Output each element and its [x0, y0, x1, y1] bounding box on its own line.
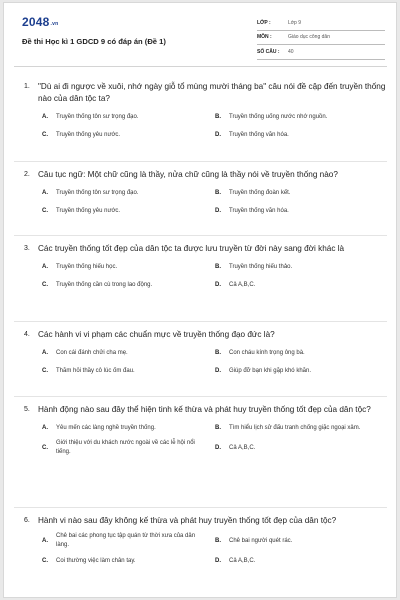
option-a[interactable]	[42, 110, 215, 124]
option-d[interactable]	[215, 364, 388, 378]
question-text-row	[24, 243, 386, 255]
option-text: Cả A,B,C.	[229, 281, 256, 288]
question-divider	[14, 161, 387, 162]
option-letter: D.	[215, 207, 221, 214]
question-divider	[14, 396, 387, 397]
option-b[interactable]	[215, 532, 388, 550]
exam-sheet	[3, 2, 397, 598]
option-a[interactable]	[42, 186, 215, 200]
option-text: Truyền thống đoàn kết.	[229, 189, 291, 196]
option-letter: B.	[215, 537, 221, 544]
option-letter: A.	[42, 537, 48, 544]
option-text: Cả A,B,C.	[229, 557, 256, 564]
option-c[interactable]	[42, 364, 215, 378]
option-letter: B.	[215, 263, 221, 270]
option-c[interactable]	[42, 439, 215, 457]
option-text: Truyền thống tôn sư trọng đạo.	[56, 189, 139, 196]
option-text: Truyền thống yêu nước.	[56, 131, 121, 138]
question-6	[24, 515, 386, 568]
option-c[interactable]	[42, 278, 215, 292]
option-letter: A.	[42, 424, 48, 431]
option-c[interactable]	[42, 128, 215, 142]
option-text: Truyền thống hiếu học.	[56, 263, 118, 270]
option-d[interactable]	[215, 439, 388, 457]
option-letter: B.	[215, 189, 221, 196]
question-text: Các hành vi vi phạm các chuẩn mực về truyền thống đạo đức là?	[38, 330, 275, 339]
option-letter: B.	[215, 349, 221, 356]
question-number: 4.	[24, 331, 30, 338]
option-letter: A.	[42, 113, 48, 120]
question-2	[24, 169, 386, 218]
option-letter: D.	[215, 281, 221, 288]
options	[42, 260, 386, 292]
question-text-row	[24, 169, 386, 181]
question-3	[24, 243, 386, 292]
option-text: Truyền thống văn hóa.	[229, 207, 289, 214]
option-text: Truyền thống hiếu thảo.	[229, 263, 293, 270]
option-letter: D.	[215, 131, 221, 138]
question-text-row	[24, 515, 386, 527]
option-letter: C.	[42, 207, 48, 214]
option-text: Tìm hiểu lịch sử đấu tranh chống giặc ngoại xâm.	[229, 424, 361, 431]
meta-value: 40	[288, 48, 294, 55]
option-letter: A.	[42, 189, 48, 196]
question-number: 6.	[24, 517, 30, 524]
option-letter: D.	[215, 444, 221, 451]
meta-row-count	[257, 45, 385, 60]
option-a[interactable]	[42, 421, 215, 435]
option-letter: B.	[215, 113, 221, 120]
option-d[interactable]	[215, 554, 388, 568]
question-number: 1.	[24, 83, 30, 90]
option-letter: D.	[215, 367, 221, 374]
question-number: 5.	[24, 406, 30, 413]
options	[42, 186, 386, 218]
option-text: Truyền thống uống nước nhớ nguồn.	[229, 113, 328, 120]
option-letter: B.	[215, 424, 221, 431]
option-letter: C.	[42, 557, 48, 564]
meta-key: SỐ CÂU :	[257, 48, 280, 55]
site-logo[interactable]	[22, 15, 58, 29]
option-text: Coi thường việc làm chân tay.	[56, 557, 136, 564]
option-c[interactable]	[42, 204, 215, 218]
logo-suffix: .vn	[50, 21, 59, 27]
question-5	[24, 404, 386, 457]
question-text-row	[24, 404, 386, 416]
option-c[interactable]	[42, 554, 215, 568]
option-text: Chê bai các phong tục tập quán từ thời xưa của dân làng.	[56, 533, 196, 548]
option-text: Con cháu kính trọng ông bà.	[229, 349, 305, 356]
question-divider	[14, 507, 387, 508]
question-text-row	[24, 81, 386, 105]
option-b[interactable]	[215, 421, 388, 435]
options	[42, 532, 386, 568]
option-text: Giúp đỡ bạn khi gặp khó khăn.	[229, 367, 311, 374]
exam-title: Đề thi Học kì 1 GDCD 9 có đáp án (Đề 1)	[22, 37, 166, 46]
option-letter: C.	[42, 367, 48, 374]
meta-value: Giáo dục công dân	[288, 34, 330, 41]
option-text: Cả A,B,C.	[229, 444, 256, 451]
option-text: Yêu mến các làng nghề truyền thống.	[56, 424, 156, 431]
option-b[interactable]	[215, 260, 388, 274]
meta-value: Lớp 9	[288, 19, 302, 26]
option-letter: A.	[42, 263, 48, 270]
option-text: Truyền thống văn hóa.	[229, 131, 289, 138]
question-number: 2.	[24, 171, 30, 178]
option-b[interactable]	[215, 186, 388, 200]
question-text: Hành động nào sau đây thể hiện tinh kế thừa và phát huy truyền thống tốt đẹp của dân tộc?	[38, 405, 371, 414]
option-text: Giới thiệu với du khách nước ngoài về các lễ hội nổi tiếng.	[56, 440, 195, 455]
option-text: Con cái đánh chửi cha mẹ.	[56, 349, 128, 356]
question-text-row	[24, 329, 386, 341]
option-b[interactable]	[215, 346, 388, 360]
option-d[interactable]	[215, 128, 388, 142]
options	[42, 421, 386, 457]
question-number: 3.	[24, 245, 30, 252]
meta-row-subject	[257, 31, 385, 46]
option-text: Truyền thống yêu nước.	[56, 207, 121, 214]
question-divider	[14, 235, 387, 236]
option-d[interactable]	[215, 204, 388, 218]
option-text: Thăm hỏi thầy cô lúc ốm đau.	[56, 367, 135, 374]
logo-text: 2048	[22, 15, 50, 29]
question-1	[24, 81, 386, 142]
exam-meta	[257, 16, 385, 60]
question-text: Câu tục ngữ: Một chữ cũng là thầy, nửa chữ cũng là thầy nói về truyền thống nào?	[38, 170, 338, 179]
option-a[interactable]	[42, 346, 215, 360]
options	[42, 346, 386, 378]
option-text: Truyền thống tôn sư trọng đạo.	[56, 113, 139, 120]
option-letter: D.	[215, 557, 221, 564]
meta-row-grade	[257, 16, 385, 31]
option-letter: A.	[42, 349, 48, 356]
option-a[interactable]	[42, 260, 215, 274]
option-letter: C.	[42, 444, 48, 451]
meta-key: MÔN :	[257, 34, 272, 41]
option-text: Truyền thống cần cù trong lao động.	[56, 281, 153, 288]
option-letter: C.	[42, 281, 48, 288]
header-divider	[14, 66, 387, 67]
option-b[interactable]	[215, 110, 388, 124]
option-a[interactable]	[42, 532, 215, 550]
options	[42, 110, 386, 142]
question-text: Hành vi nào sau đây không kế thừa và phát huy truyền thống tốt đẹp của dân tộc?	[38, 516, 337, 525]
question-divider	[14, 321, 387, 322]
question-text: "Dù ai đi ngược về xuôi, nhớ ngày giỗ tổ mùng mười tháng ba" câu nói đề cập đến truyền thống nào của dân tộc ta?	[38, 82, 386, 103]
meta-key: LỚP :	[257, 19, 271, 26]
question-text: Các truyền thống tốt đẹp của dân tộc ta được lưu truyền từ đời này sang đời khác là	[38, 244, 345, 253]
option-text: Chê bai người quét rác.	[229, 537, 293, 544]
option-d[interactable]	[215, 278, 388, 292]
question-4	[24, 329, 386, 378]
option-letter: C.	[42, 131, 48, 138]
